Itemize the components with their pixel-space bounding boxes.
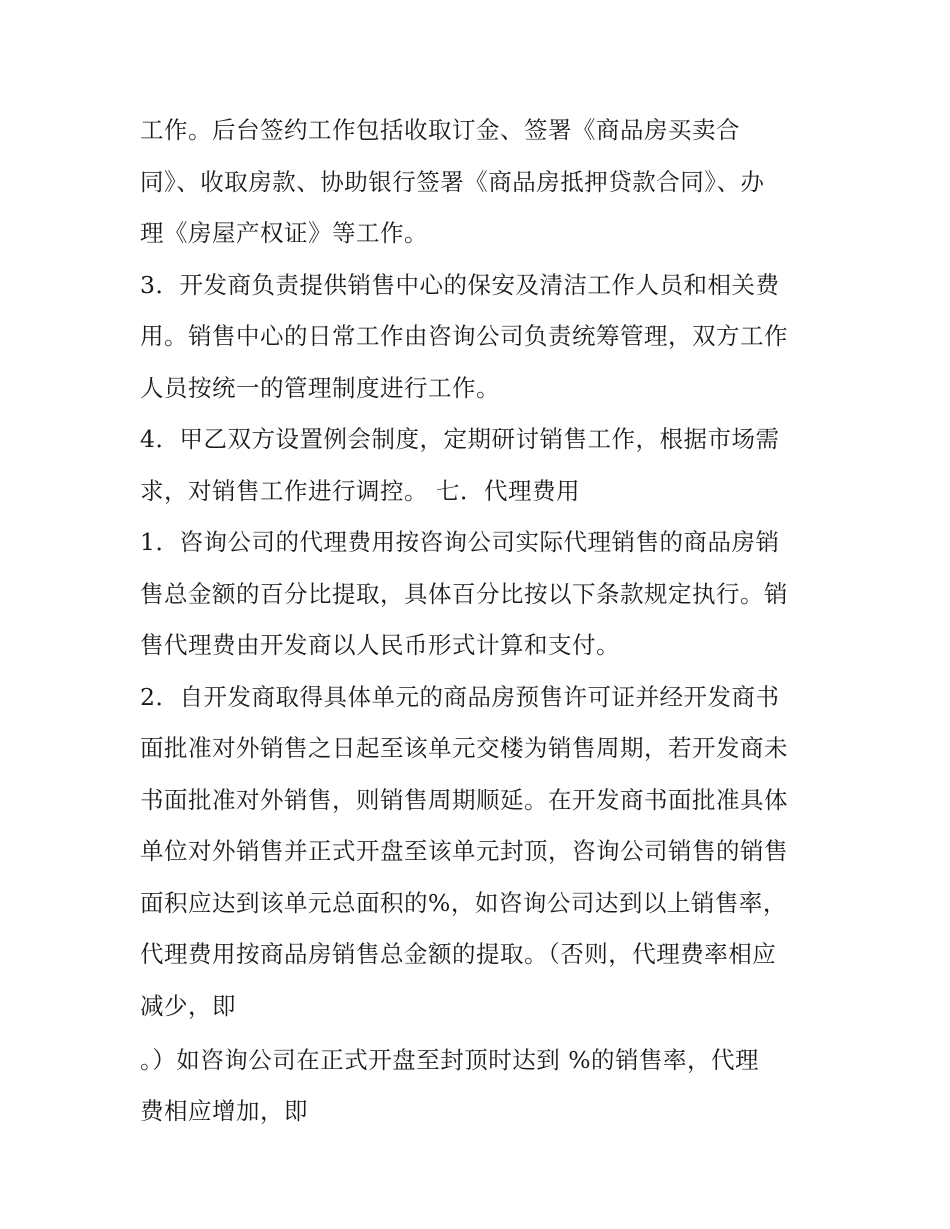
text-line: 4．甲乙双方设置例会制度，定期研讨销售工作，根据市场需 bbox=[140, 425, 780, 453]
text-line: 书面批准对外销售，则销售周期顺延。在开发商书面批准具体 bbox=[140, 785, 788, 814]
text-line: 2．自开发商取得具体单元的商品房预售许可证并经开发商书 bbox=[140, 682, 780, 711]
text-line: 求，对销售工作进行调控。 七．代理费用 bbox=[140, 476, 580, 505]
text-line: 人员按统一的管理制度进行工作。 bbox=[140, 373, 500, 402]
text-line: 减少，即 bbox=[140, 991, 236, 1020]
text-line: 同》、收取房款、协助银行签署《商品房抵押贷款合同》、办 bbox=[140, 167, 765, 196]
text-line: 费相应增加，即 bbox=[140, 1097, 308, 1125]
text-line: 面批准对外销售之日起至该单元交楼为销售周期，若开发商未 bbox=[140, 734, 788, 762]
text-line: 售代理费由开发商以人民币形式计算和支付。 bbox=[140, 631, 620, 659]
text-line: 1．咨询公司的代理费用按咨询公司实际代理销售的商品房销 bbox=[140, 528, 780, 556]
text-line: 理《房屋产权证》等工作。 bbox=[140, 219, 428, 247]
text-line: 用。销售中心的日常工作由咨询公司负责统筹管理，双方工作 bbox=[140, 322, 788, 350]
text-line: 单位对外销售并正式开盘至该单元封顶，咨询公司销售的销售 bbox=[140, 837, 788, 865]
text-line: 面积应达到该单元总面积的%，如咨询公司达到以上销售率， bbox=[140, 888, 787, 917]
text-line: 工作。后台签约工作包括收取订金、签署《商品房买卖合 bbox=[140, 116, 740, 144]
text-line: 代理费用按商品房销售总金额的提取。（否则，代理费率相应 bbox=[140, 940, 777, 968]
text-line: 售总金额的百分比提取，具体百分比按以下条款规定执行。销 bbox=[140, 579, 788, 608]
body-text bbox=[140, 110, 820, 1143]
text-line: 。）如咨询公司在正式开盘至封顶时达到 %的销售率，代理 bbox=[140, 1045, 760, 1074]
text-line: 3．开发商负责提供销售中心的保安及清洁工作人员和相关费 bbox=[140, 270, 780, 299]
